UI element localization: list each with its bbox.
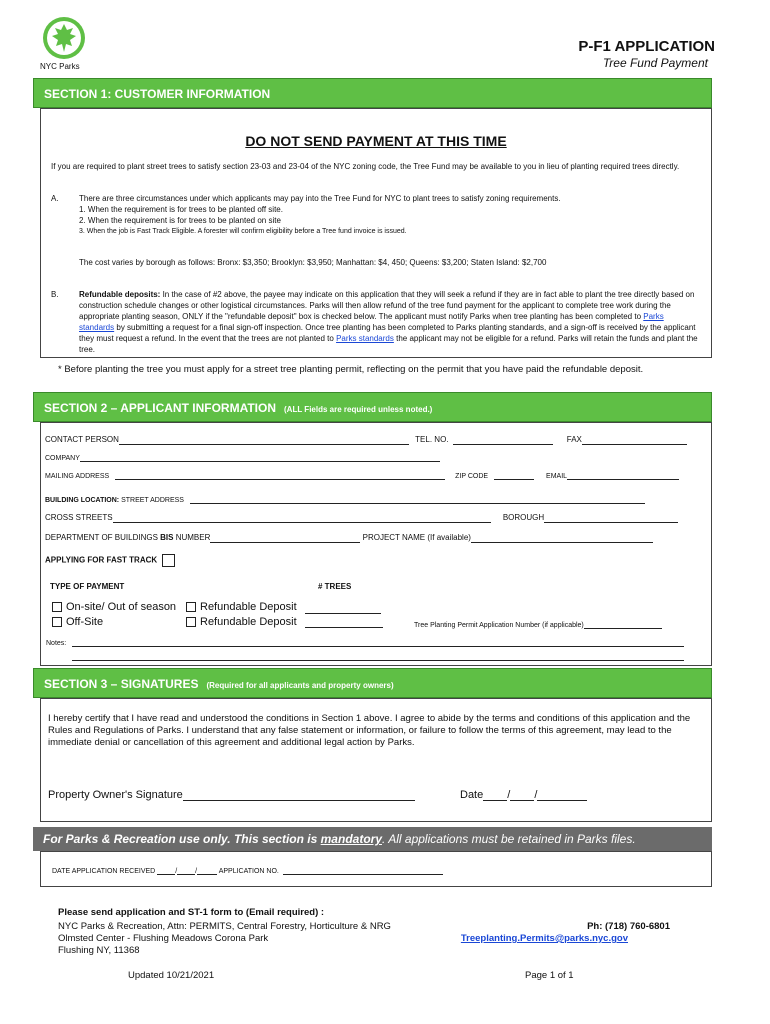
fast-track-row (45, 554, 175, 567)
dob-row (45, 532, 653, 543)
fax-field[interactable] (582, 435, 687, 445)
list-item: 2. When the requirement is for trees to be planted on site (79, 216, 281, 225)
application-number-field[interactable] (283, 865, 443, 875)
signature-field[interactable] (183, 788, 415, 801)
mailing-address (58, 921, 391, 957)
office-row: DATE APPLICATION RECEIVED / / APPLICATION NO. (52, 865, 443, 875)
address-line: NYC Parks & Recreation, Attn: PERMITS, Central Forestry, Horticulture & NRG (58, 921, 391, 932)
page-title: P-F1 APPLICATION (578, 38, 715, 55)
cross-row (45, 512, 678, 523)
logo-text: NYC Parks (40, 62, 80, 71)
refundable-label: Refundable Deposit (200, 601, 297, 613)
building-row (45, 494, 645, 504)
nyc-parks-leaf-logo (42, 16, 86, 60)
do-not-send-heading: DO NOT SEND PAYMENT AT THIS TIME (245, 133, 507, 149)
mandatory-text: mandatory (320, 832, 382, 846)
mailing-row (45, 470, 679, 480)
fast-track-checkbox[interactable] (162, 554, 175, 567)
page-number: Page 1 of 1 (525, 970, 574, 981)
bis-label: BIS (160, 533, 174, 542)
received-year-field[interactable] (197, 865, 217, 875)
office-bar-text: For Parks & Recreation use only. This section is (43, 832, 321, 846)
refundable-row-2 (186, 616, 297, 628)
refundable-part2: by submitting a request for a final sign-off inspection. Once tree planting has been completed to Parks planting standards, and a sign-off is received by the applicant they must request a refund. In the event that the trees are not planted to (79, 323, 696, 343)
refundable-checkbox-1[interactable] (186, 602, 196, 612)
company-label: COMPANY (45, 455, 80, 462)
number-label: NUMBER (173, 533, 211, 542)
date-day-field[interactable] (510, 788, 534, 801)
permit-number-label: Tree Planting Permit Application Number (if applicable) (414, 622, 584, 629)
notes-line-2[interactable] (72, 660, 684, 661)
intro-text: If you are required to plant street trees to satisfy section 23-03 and 23-04 of the NYC zoning code, the Tree Fund may be available to you in lieu of planting required trees directly. (51, 162, 680, 171)
contact-label: CONTACT PERSON (45, 435, 119, 444)
section-a-intro: There are three circumstances under which applicants may pay into the Tree Fund for NYC to plant trees to satisfy zoning requirements. (79, 194, 561, 203)
application-number-label: APPLICATION NO. (218, 868, 279, 875)
cross-field[interactable] (113, 513, 491, 523)
label-b: B. (51, 290, 59, 299)
onsite-label: On-site/ Out of season (66, 601, 177, 613)
parks-standards-link[interactable]: Parks standards (336, 334, 394, 343)
parks-standards-link[interactable]: Parks standards (79, 312, 664, 332)
notes-line-1[interactable] (72, 646, 684, 647)
send-instructions: Please send application and ST-1 form to (Email required) : (58, 907, 325, 918)
refundable-part1: In the case of #2 above, the payee may indicate on this application that they will seek a refund if they are in fact able to plant the tree directly based on construction schedule changes or other logistical circumstances. Parks will then allow refund of the tree fund payment for the applicant to complete tree work during the appropriate planting season, ONLY if the "refundable deposit" box is checked below. The applicant must notify Parks when tree planting has been completed to (79, 290, 695, 321)
updated-date: Updated 10/21/2021 (128, 970, 215, 981)
street-label: STREET ADDRESS (121, 497, 184, 504)
permit-note: * Before planting the tree you must apply for a street tree planting permit, reflecting on the permit that you have paid the refundable deposit. (58, 364, 644, 375)
trees-label: # TREES (318, 582, 352, 591)
office-use-bar (33, 827, 712, 851)
onsite-checkbox[interactable] (52, 602, 62, 612)
address-line: Olmsted Center - Flushing Meadows Corona Park (58, 933, 269, 944)
certification-text: I hereby certify that I have read and understood the conditions in Section 1 above. I agree to abide by the terms and conditions of this application and the Rules and Regulations of Parks. I understand that any false statement or information, or failure to follow the terms of this agreement, may lead to the immediate denial or cancellation of this agreement and additional legal action by Parks. (48, 713, 691, 748)
date-row (460, 788, 587, 801)
mailing-label: MAILING ADDRESS (45, 473, 110, 480)
tel-label: TEL. NO. (415, 435, 449, 444)
contact-field[interactable] (119, 435, 409, 445)
dob-label: DEPARTMENT OF BUILDINGS (45, 533, 161, 542)
cross-label: CROSS STREETS (45, 513, 113, 522)
section-a-text (79, 193, 691, 237)
signature-label: Property Owner's Signature (48, 789, 183, 801)
phone: Ph: (718) 760-6801 (587, 921, 670, 932)
borough-label: BOROUGH (502, 513, 545, 522)
onsite-row (52, 601, 176, 613)
section2-note: (ALL Fields are required unless noted.) (284, 405, 433, 414)
list-item: 3. When the job is Fast Track Eligible. A forester will confirm eligibility before a Tree fund invoice is issued. (79, 228, 407, 235)
received-month-field[interactable] (157, 865, 175, 875)
email-link[interactable]: Treeplanting.Permits@parks.nyc.gov (460, 933, 628, 944)
date-separator: / (507, 789, 511, 801)
refundable-checkbox-2[interactable] (186, 617, 196, 627)
email-field[interactable] (567, 470, 679, 480)
section3-note: (Required for all applicants and property owners) (206, 681, 394, 690)
contact-row (45, 434, 687, 445)
notes-label: Notes: (46, 640, 67, 647)
zip-field[interactable] (494, 470, 534, 480)
section1-box (40, 108, 712, 358)
project-label: PROJECT NAME (If available) (362, 533, 471, 542)
mailing-field[interactable] (115, 470, 445, 480)
refundable-text (79, 289, 699, 355)
date-month-field[interactable] (483, 788, 507, 801)
borough-field[interactable] (544, 513, 678, 523)
section3-bar: SECTION 3 – SIGNATURES (Required for all applicants and property owners) (33, 668, 712, 698)
cost-text: The cost varies by borough as follows: Bronx: $3,350; Brooklyn: $3,950; Manhattan: $4, 450; Queens: $3,200; Staten Island: $2,700 (79, 258, 547, 267)
offsite-trees-field[interactable] (305, 618, 383, 628)
company-field[interactable] (80, 452, 440, 462)
refundable-part3: the applicant may not be eligible for a refund. Parks will retain the funds and plant the tree. (79, 334, 698, 354)
refundable-bold: Refundable deposits: (79, 290, 161, 299)
date-separator: / (534, 789, 538, 801)
fast-track-label: APPLYING FOR FAST TRACK (45, 555, 158, 565)
project-field[interactable] (471, 533, 653, 543)
section1-bar: SECTION 1: CUSTOMER INFORMATION (33, 78, 712, 108)
address-line: Flushing NY, 11368 (58, 945, 140, 956)
fax-label: FAX (566, 435, 582, 444)
offsite-label: Off-Site (66, 616, 104, 628)
permit-number-row (414, 619, 662, 629)
email-label: EMAIL (546, 473, 568, 480)
tel-field[interactable] (453, 435, 553, 445)
label-a: A. (51, 194, 59, 203)
bis-field[interactable] (210, 533, 360, 543)
onsite-trees-field[interactable] (305, 604, 381, 614)
received-label: DATE APPLICATION RECEIVED (52, 868, 156, 875)
permit-number-field[interactable] (584, 619, 662, 629)
office-bar-note: . All applications must be retained in Parks files. (382, 832, 636, 846)
refundable-row-1 (186, 601, 297, 613)
page-subtitle: Tree Fund Payment (602, 56, 708, 70)
date-year-field[interactable] (537, 788, 587, 801)
zip-label: ZIP CODE (455, 473, 489, 480)
refundable-label: Refundable Deposit (200, 616, 297, 628)
offsite-checkbox[interactable] (52, 617, 62, 627)
building-label: BUILDING LOCATION: (45, 497, 120, 504)
company-row (45, 452, 440, 462)
date-label: Date (460, 789, 484, 801)
offsite-row (52, 616, 103, 628)
list-item: 1. When the requirement is for trees to be planted off site. (79, 205, 283, 214)
received-day-field[interactable] (177, 865, 195, 875)
section2-bar: SECTION 2 – APPLICANT INFORMATION (ALL Fields are required unless noted.) (33, 392, 712, 422)
signature-row (48, 788, 415, 801)
type-of-payment-label: TYPE OF PAYMENT (50, 582, 125, 591)
street-field[interactable] (190, 494, 645, 504)
